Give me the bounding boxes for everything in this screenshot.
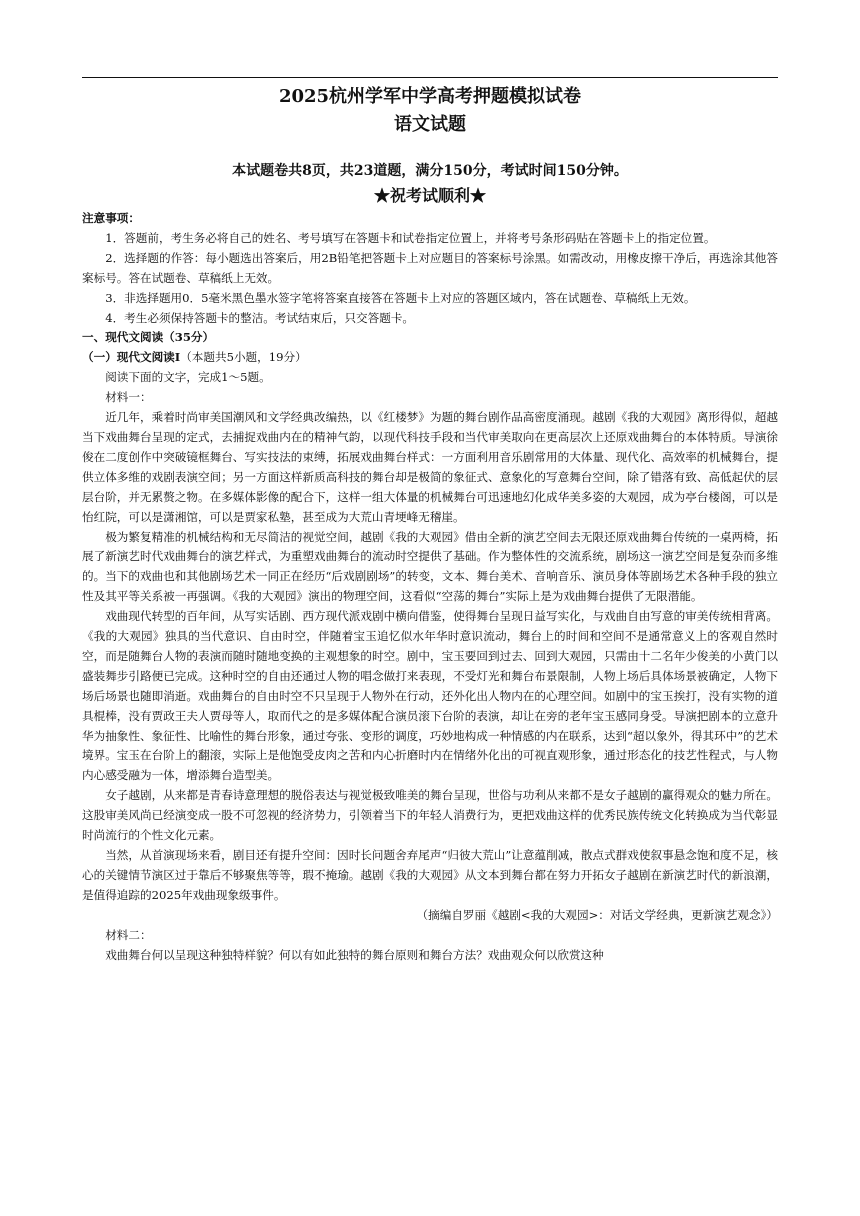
material-paragraph: 女子越剧，从来都是青春诗意理想的脱俗表达与视觉极致唯美的舞台呈现，世俗与功利从来都不是女子越剧的赢得观众的魅力所在。这股审美风尚已经演变成一股不可忽视的经济势力，引领着当下的年轻人消费行为，更把戏曲这样的优秀民族传统文化转换成为当代彰显时尚流行的个性文化元素。 (82, 788, 778, 843)
note-item: 3．非选择题用0．5毫米黑色墨水签字笔将答案直接答在答题卡上对应的答题区域内，答在试题卷、草稿纸上无效。 (105, 290, 696, 305)
material-paragraph: 戏曲现代转型的百年间，从写实话剧、西方现代派戏剧中横向借鉴，使得舞台呈现日益写实化，与戏曲自由写意的审美传统相背离。《我的大观园》独具的当代意识、自由时空，伴随着宝玉追忆似水年华时意识流动，舞台上的时间和空间不是通常意义上的客观自然时空，而是随舞台人物的表演而随时随地变换的主观想象的时空。剧中，宝玉要回到过去、回到大观园，只需由十二名年少俊美的小黄门以盛装舞步引路便已完成。这种时空的自由还通过人物的唱念做打来表现，不受灯光和舞台布景限制，人物上场后具体场景被确定，人物下场后场景也随即消逝。戏曲舞台的自由时空不只呈现于人物外在行动，还外化出人物内在的心理空间。如剧中的宝玉挨打，没有实物的道具棍棒，没有贾政王夫人贾母等人，取而代之的是多媒体配合演员滚下台阶的表演，却让在旁的老年宝玉感同身受。导演把剧本的立意升华为抽象性、象征性、比喻性的舞台形象，通过夸张、变形的调度，巧妙地构成一种情感的内在联系，达到“超以象外，得其环中”的艺术境界。宝玉在台阶上的翻滚，实际上是他饱受皮肉之苦和内心折磨时内在情绪外化出的可视直观形象，通过形态化的技艺性程式，与人物内心感受融为一体，增添舞台造型美。 (82, 609, 778, 783)
exam-content (82, 209, 778, 965)
exam-wish: ★祝考试顺利★ (373, 186, 486, 205)
top-rule (82, 77, 778, 78)
part-note: （本题共5小题，19分） (180, 350, 307, 365)
note-item: 4．考生必须保持答题卡的整洁。考试结束后，只交答题卡。 (105, 310, 415, 325)
exam-subtitle: 语文试题 (394, 114, 466, 135)
exam-info: 本试题卷共8页，共23道题，满分150分，考试时间150分钟。 (232, 163, 628, 179)
material-paragraph: 当然，从首演现场来看，剧目还有提升空间：因时长问题舍弃尾声“归彼大荒山”让意蕴削减，散点式群戏使叙事悬念饱和度不足，核心的关键情节演区过于靠后不够聚焦等等，瑕不掩瑜。越剧《我的大观园》从文本到舞台都在努力开拓女子越剧在新演艺时代的新浪潮，是值得追踪的2025年戏曲现象级事件。 (82, 848, 778, 902)
part-heading: （一）现代文阅读Ⅰ (82, 350, 181, 365)
note-item: 1．答题前，考生务必将自己的姓名、考号填写在答题卡和试卷指定位置上，并将考号条形码贴在答题卡上的指定位置。 (105, 230, 716, 245)
reading-instruction: 阅读下面的文字，完成1～5题。 (105, 370, 271, 385)
section-heading: 一、现代文阅读（35分） (82, 330, 215, 345)
part-heading-line (82, 348, 778, 368)
material-two-label: 材料二： (105, 927, 152, 942)
material-source: （摘编自罗丽《越剧<我的大观园>：对话文学经典，更新演艺观念》） (416, 907, 778, 922)
exam-title: 2025杭州学军中学高考押题模拟试卷 (278, 86, 582, 107)
material-paragraph: 极为繁复精准的机械结构和无尽简洁的视觉空间，越剧《我的大观园》借由全新的演艺空间去无限还原戏曲舞台传统的一桌两椅，拓展了新演艺时代戏曲舞台的演艺样式，为重塑戏曲舞台的流动时空提供了基础。作为整体性的交流系统，剧场这一演艺空间是复杂而多维的。当下的戏曲也和其他剧场艺术一同正在经历“后戏剧剧场”的转变，文本、舞台美术、音响音乐、演员身体等剧场艺术各种手段的独立性及其平等关系被一再强调。《我的大观园》演出的物理空间，这看似“空荡的舞台”实际上是为戏曲舞台提供了无限潜能。 (82, 529, 778, 604)
notes-heading: 注意事项： (82, 211, 140, 225)
material-one-label: 材料一： (105, 390, 152, 405)
material-paragraph: 近几年，乘着时尚审美国潮风和文学经典改编热，以《红楼梦》为题的舞台剧作品高密度涌现。越剧《我的大观园》离形得似，超越当下戏曲舞台呈现的定式，去捕捉戏曲内在的精神气韵，以现代科技手段和当代审美取向在更高层次上还原戏曲舞台的本体特质。导演徐俊在二度创作中突破镜框舞台、写实技法的束缚，拓展戏曲舞台样式：一方面利用音乐剧常用的大体量、现代化、高效率的机械舞台，提供立体多维的戏剧表演空间；另一方面这样新质高科技的舞台却是极简的象征式、意象化的写意舞台空间，除了错落有致、高低起伏的层层台阶，并无累赘之物。在多媒体影像的配合下，这样一组大体量的机械舞台可迅速地幻化成华美多姿的大观园，成为亭台楼阁，可以是怡红院，可以是潇湘馆，可以是贾家私塾，甚至成为大荒山青埂峰无稽崖。 (82, 410, 778, 524)
note-item: 2．选择题的作答：每小题选出答案后，用2B铅笔把答题卡上对应题目的答案标号涂黑。如需改动，用橡皮擦干净后，再选涂其他答案标号。答在试题卷、草稿纸上无效。 (82, 250, 778, 285)
material-paragraph: 戏曲舞台何以呈现这种独特样貌？何以有如此独特的舞台原则和舞台方法？戏曲观众何以欣赏这种 (105, 947, 604, 962)
